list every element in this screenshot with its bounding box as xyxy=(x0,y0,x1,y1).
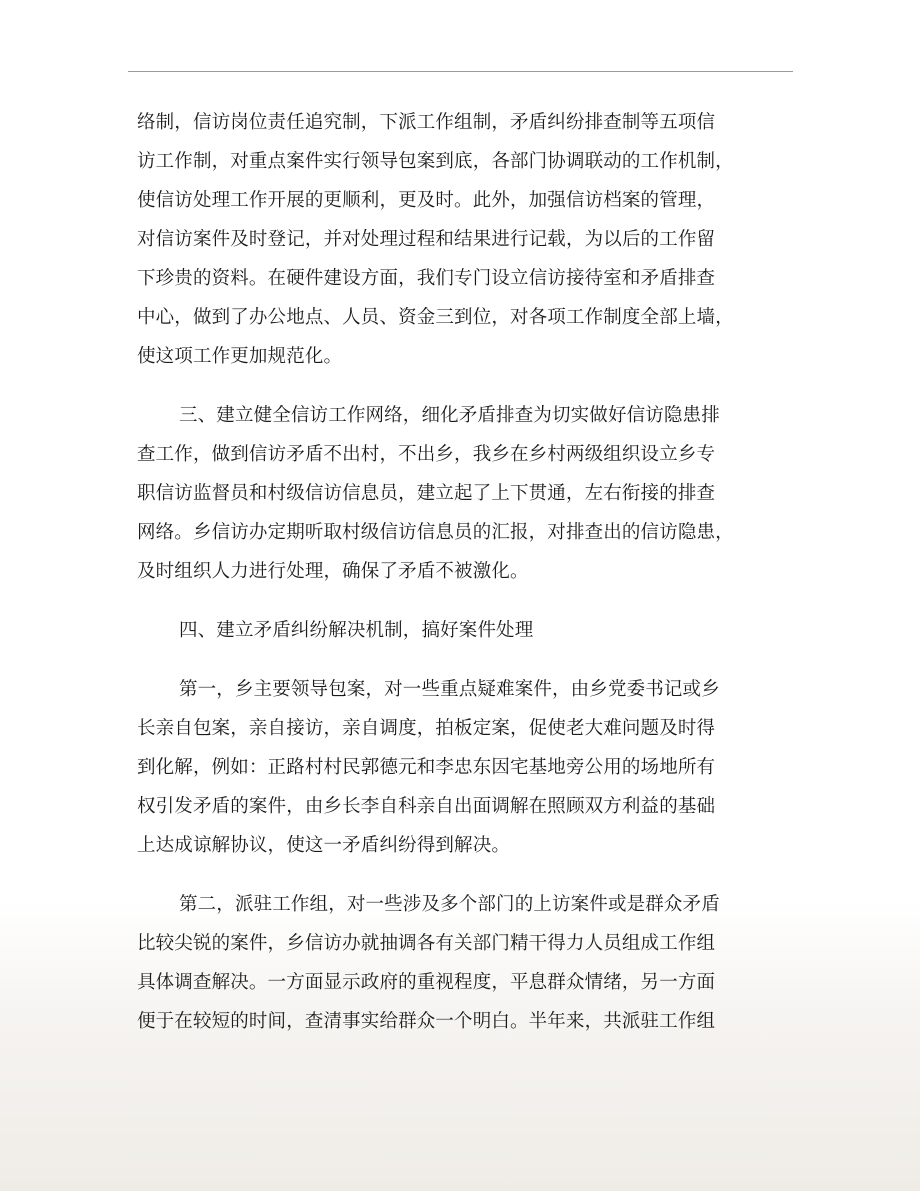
paragraph-spacer xyxy=(137,376,797,396)
paragraph-spacer xyxy=(137,650,797,670)
text-line: 比较尖锐的案件，乡信访办就抽调各有关部门精干得力人员组成工作组 xyxy=(137,933,716,954)
text-line: 下珍贵的资料。在硬件建设方面，我们专门设立信访接待室和矛盾排查 xyxy=(137,268,716,289)
text-line: 便于在较短的时间，查清事实给群众一个明白。半年来，共派驻工作组 xyxy=(137,1011,716,1032)
text-line: 三、建立健全信访工作网络，细化矛盾排查为切实做好信访隐患排 xyxy=(179,405,720,426)
text-line: 及时组织人力进行处理，确保了矛盾不被激化。 xyxy=(137,561,529,582)
text-line: 络制，信访岗位责任追究制，下派工作组制，矛盾纠纷排查制等五项信 xyxy=(137,112,716,133)
paragraph-1 xyxy=(137,103,797,376)
paragraph-4 xyxy=(137,885,797,1041)
text-line: 对信访案件及时登记，并对处理过程和结果进行记载，为以后的工作留 xyxy=(137,229,716,250)
text-line: 中心，做到了办公地点、人员、资金三到位，对各项工作制度全部上墙， xyxy=(137,307,734,328)
paragraph-3 xyxy=(137,670,797,865)
section-heading xyxy=(137,611,797,650)
text-line: 使这项工作更加规范化。 xyxy=(137,346,343,367)
text-line: 职信访监督员和村级信访信息员，建立起了上下贯通，左右衔接的排查 xyxy=(137,483,716,504)
text-line: 查工作，做到信访矛盾不出村，不出乡，我乡在乡村两级组织设立乡专 xyxy=(137,444,716,465)
text-line: 使信访处理工作开展的更顺利，更及时。此外，加强信访档案的管理， xyxy=(137,190,716,211)
text-line: 第二，派驻工作组，对一些涉及多个部门的上访案件或是群众矛盾 xyxy=(179,894,720,915)
paragraph-spacer xyxy=(137,865,797,885)
paragraph-spacer xyxy=(137,591,797,611)
document-body xyxy=(137,103,797,1041)
text-line: 网络。乡信访办定期听取村级信访信息员的汇报，对排查出的信访隐患， xyxy=(137,522,734,543)
text-line: 访工作制，对重点案件实行领导包案到底，各部门协调联动的工作机制， xyxy=(137,151,734,172)
text-line: 具体调查解决。一方面显示政府的重视程度，平息群众情绪，另一方面 xyxy=(137,972,716,993)
paragraph-2 xyxy=(137,396,797,591)
heading-line: 四、建立矛盾纠纷解决机制，搞好案件处理 xyxy=(179,620,534,641)
header-divider xyxy=(128,71,793,72)
text-line: 长亲自包案，亲自接访，亲自调度，拍板定案，促使老大难问题及时得 xyxy=(137,718,716,739)
text-line: 上达成谅解协议，使这一矛盾纠纷得到解决。 xyxy=(137,835,511,856)
text-line: 权引发矛盾的案件，由乡长李自科亲自出面调解在照顾双方利益的基础 xyxy=(137,796,716,817)
text-line: 到化解，例如：正路村村民郭德元和李忠东因宅基地旁公用的场地所有 xyxy=(137,757,716,778)
text-line: 第一，乡主要领导包案，对一些重点疑难案件，由乡党委书记或乡 xyxy=(179,679,720,700)
